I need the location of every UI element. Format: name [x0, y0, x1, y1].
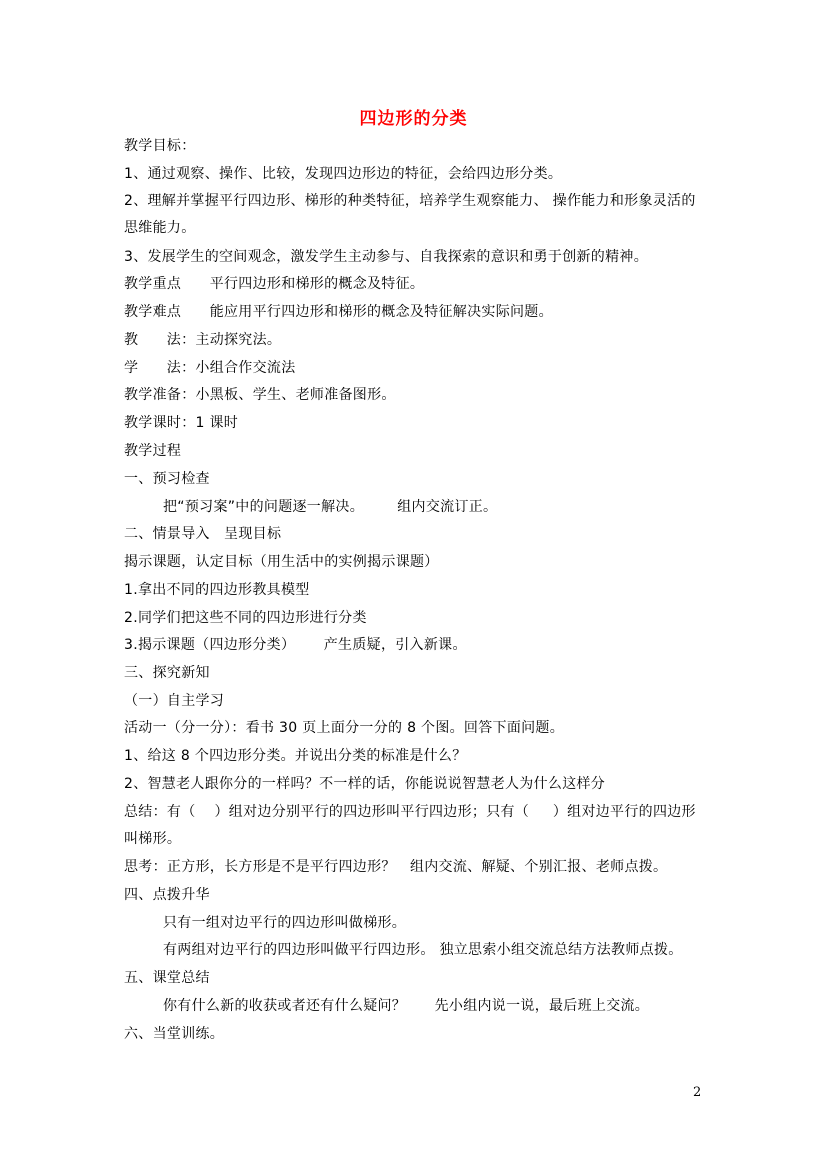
text-line: 叫梯形。 [124, 831, 182, 847]
text-line: 思考：正方形，长方形是不是平行四边形？ 组内交流、解疑、个别汇报、老师点拨。 [124, 859, 668, 875]
text-line: 只有一组对边平行的四边形叫做梯形。 [163, 915, 407, 931]
text-line: 2.同学们把这些不同的四边形进行分类 [124, 610, 367, 626]
text-line: 活动一（分一分）：看书 30 页上面分一分的 8 个图。回答下面问题。 [124, 720, 565, 736]
text-line: 教学课时：1 课时 [124, 415, 239, 431]
text-line: 你有什么新的收获或者还有什么疑问？ 先小组内说一说，最后班上交流。 [163, 998, 650, 1014]
text-line: 3.揭示课题（四边形分类） 产生质疑，引入新课。 [124, 637, 467, 653]
text-line: 2、理解并掌握平行四边形、梯形的种类特征，培养学生观察能力、 操作能力和形象灵活的 [124, 193, 696, 209]
text-line: 有两组对边平行的四边形叫做平行四边形。 独立思索小组交流总结方法教师点拨。 [163, 942, 683, 958]
text-line: 揭示课题，认定目标（用生活中的实例揭示课题） [124, 554, 439, 570]
text-line: （一）自主学习 [124, 693, 225, 709]
text-line: 总结：有（ ）组对边分别平行的四边形叫平行四边形；只有（ ）组对边平行的四边形 [124, 804, 696, 820]
text-line: 教学准备：小黑板、学生、老师准备图形。 [124, 387, 396, 403]
text-line: 教学目标： [124, 138, 196, 154]
text-line: 六、当堂训练。 [124, 1026, 225, 1042]
text-line: 学 法：小组合作交流法 [124, 360, 296, 376]
text-line: 教学难点 能应用平行四边形和梯形的概念及特征解决实际问题。 [124, 304, 553, 320]
page-number: 2 [693, 1085, 702, 1100]
text-line: 3、发展学生的空间观念，激发学生主动参与、自我探索的意识和勇于创新的精神。 [124, 249, 649, 265]
document-title: 四边形的分类 [359, 109, 468, 129]
text-line: 一、预习检查 [124, 471, 210, 487]
text-line: 四、点拨升华 [124, 887, 210, 903]
text-line: 思维能力。 [124, 220, 196, 236]
text-line: 1.拿出不同的四边形教具模型 [124, 582, 310, 598]
text-line: 2、智慧老人跟你分的一样吗？不一样的话，你能说说智慧老人为什么这样分 [124, 776, 606, 792]
text-line: 教学重点 平行四边形和梯形的概念及特征。 [124, 276, 425, 292]
text-line: 教学过程 [124, 443, 182, 459]
text-line: 三、探究新知 [124, 665, 210, 681]
text-line: 1、给这 8 个四边形分类。并说出分类的标准是什么？ [124, 748, 467, 764]
text-line: 把“预习案”中的问题逐一解决。 组内交流订正。 [163, 499, 498, 515]
text-line: 五、课堂总结 [124, 970, 210, 986]
text-line: 二、情景导入 呈现目标 [124, 526, 282, 542]
text-line: 教 法：主动探究法。 [124, 332, 282, 348]
text-line: 1、通过观察、操作、比较，发现四边形边的特征，会给四边形分类。 [124, 166, 563, 182]
